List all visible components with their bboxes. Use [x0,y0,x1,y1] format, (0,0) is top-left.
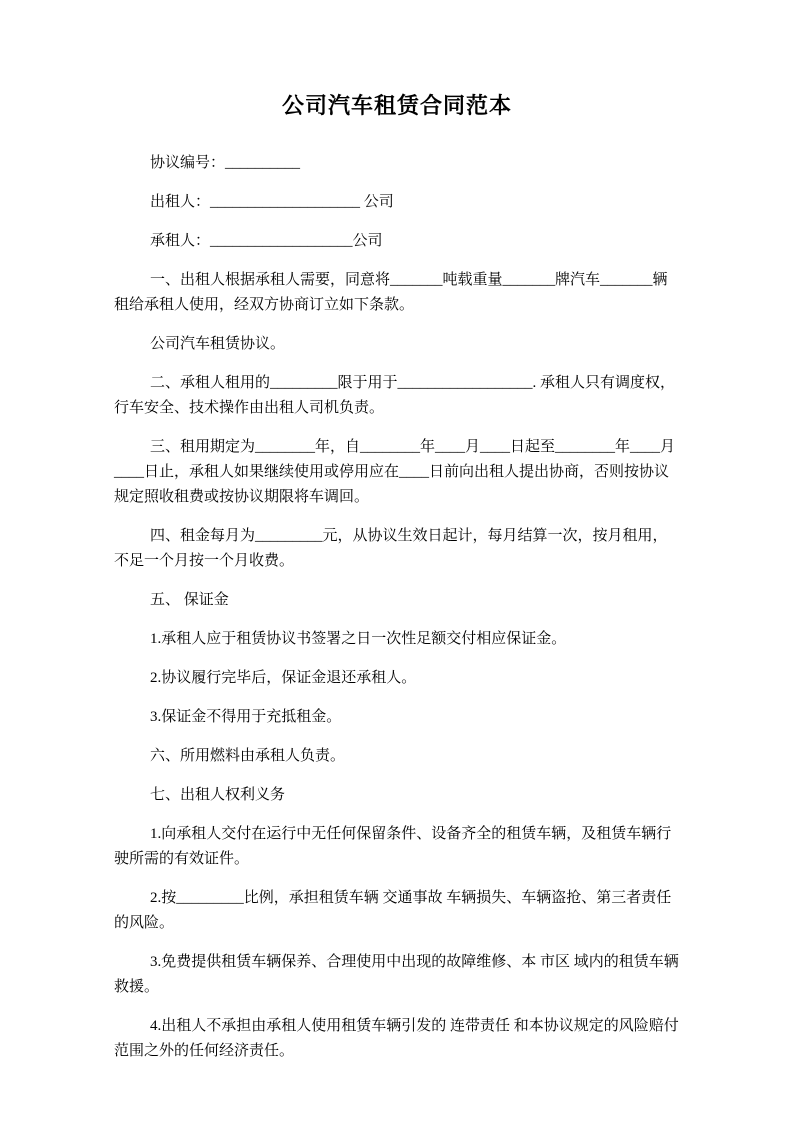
paragraph-clause-7-item-4: 4.出租人不承担由承租人使用租赁车辆引发的 连带责任 和本协议规定的风险赔付范围之外的任何经济责任。 [114,1017,679,1059]
paragraph-lessor: 出租人：____________________ 公司 [150,193,394,210]
paragraph-clause-7-item-2: 2.按_________比例，承担租赁车辆 交通事故 车辆损失、车辆盗抢、第三者责任的风险。 [114,889,672,931]
paragraph-agreement-number: 协议编号：__________ [150,154,301,171]
paragraph-agreement-line: 公司汽车租赁协议。 [150,335,286,352]
paragraph-clause-5-heading: 五、 保证金 [150,591,229,608]
paragraph-clause-5-item-3: 3.保证金不得用于充抵租金。 [150,708,342,725]
paragraph-clause-6: 六、所用燃料由承租人负责。 [150,747,346,764]
paragraph-clause-7-heading: 七、出租人权利义务 [150,786,286,803]
paragraph-clause-7-item-1: 1.向承租人交付在运行中无任何保留条件、设备齐全的租赁车辆，及租赁车辆行驶所需的有效证件。 [114,825,672,867]
paragraph-clause-7-item-3: 3.免费提供租赁车辆保养、合理使用中出现的故障维修、本 市区 域内的租赁车辆救援。 [114,953,679,995]
paragraph-lessee: 承租人：___________________公司 [150,232,383,249]
paragraph-clause-4: 四、租金每月为_________元，从协议生效日起计，每月结算一次，按月租用，不足一个月按一个月收费。 [114,527,668,569]
paragraph-clause-2: 二、承租人租用的_________限于用于__________________. 承租人只有调度权，行车安全、技术操作由出租人司机负责。 [114,374,676,416]
paragraph-clause-5-item-2: 2.协议履行完毕后，保证金退还承租人。 [150,669,417,686]
paragraph-clause-1: 一、出租人根据承租人需要，同意将_______吨载重量_______牌汽车_______辆租给承租人使用，经双方协商订立如下条款。 [114,271,668,313]
paragraph-clause-3: 三、租用期定为________年，自________年____月____日起至________年____月____日止，承租人如果继续使用或停用应在____日前向出租人提出协商，否则按协议规定照收租费或按协议期限将车调回。 [114,438,676,505]
paragraph-clause-5-item-1: 1.承租人应于租赁协议书签署之日一次性足额交付相应保证金。 [150,630,567,647]
document-title: 公司汽车租赁合同范本 [281,93,512,118]
